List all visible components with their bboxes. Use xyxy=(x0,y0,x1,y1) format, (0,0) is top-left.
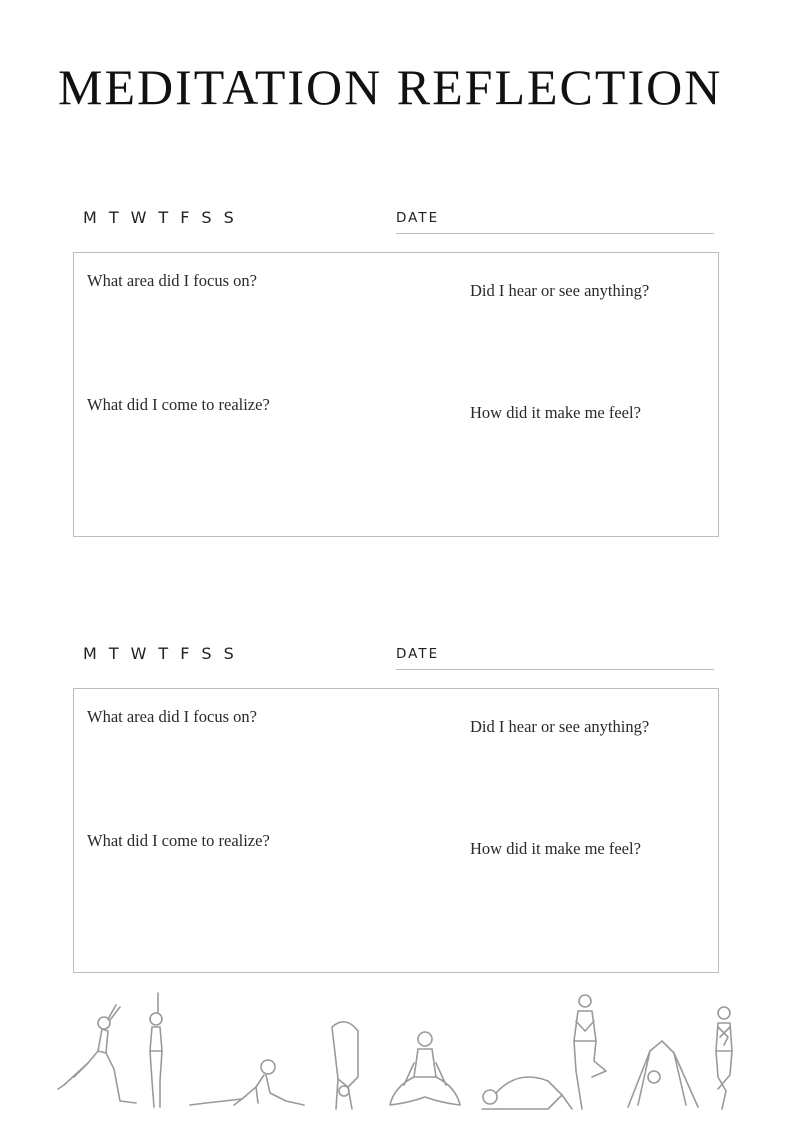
date-field[interactable] xyxy=(396,233,714,234)
yoga-illustration xyxy=(40,988,760,1113)
day-sunday[interactable]: S xyxy=(223,644,234,663)
date-label: DATE xyxy=(396,646,440,662)
day-monday[interactable]: M xyxy=(83,644,97,663)
question-hear-see: Did I hear or see anything? xyxy=(470,717,650,736)
day-saturday[interactable]: S xyxy=(201,208,212,227)
day-monday[interactable]: M xyxy=(83,208,97,227)
day-wednesday[interactable]: W xyxy=(130,208,147,227)
day-thursday[interactable]: T xyxy=(158,208,169,227)
forward-fold-icon xyxy=(324,1017,368,1113)
question-feel: How did it make me feel? xyxy=(470,403,641,422)
page-title: MEDITATION REFLECTION xyxy=(58,59,723,115)
tree-pose-icon xyxy=(560,991,610,1113)
day-tuesday[interactable]: T xyxy=(108,644,119,663)
weekday-selector xyxy=(83,208,234,227)
standing-stretch-icon xyxy=(138,991,178,1113)
day-thursday[interactable]: T xyxy=(158,644,169,663)
day-sunday[interactable]: S xyxy=(223,208,234,227)
day-wednesday[interactable]: W xyxy=(130,644,147,663)
date-field[interactable] xyxy=(396,669,714,670)
day-saturday[interactable]: S xyxy=(201,644,212,663)
day-friday[interactable]: F xyxy=(180,208,190,227)
question-hear-see: Did I hear or see anything? xyxy=(470,281,650,300)
question-focus: What area did I focus on? xyxy=(87,271,257,290)
reflection-box[interactable] xyxy=(73,688,719,973)
weekday-selector xyxy=(83,644,234,663)
day-tuesday[interactable]: T xyxy=(108,208,119,227)
question-focus: What area did I focus on? xyxy=(87,707,257,726)
question-feel: How did it make me feel? xyxy=(470,839,641,858)
warrior-pose-icon xyxy=(54,1001,144,1113)
day-friday[interactable]: F xyxy=(180,644,190,663)
eagle-pose-icon xyxy=(704,1001,744,1113)
butterfly-pose-icon xyxy=(386,1027,464,1113)
question-realize: What did I come to realize? xyxy=(87,395,270,414)
question-realize: What did I come to realize? xyxy=(87,831,270,850)
date-label: DATE xyxy=(396,210,440,226)
downward-dog-icon xyxy=(624,1035,702,1113)
cobra-pose-icon xyxy=(186,1053,310,1113)
reflection-box[interactable] xyxy=(73,252,719,537)
